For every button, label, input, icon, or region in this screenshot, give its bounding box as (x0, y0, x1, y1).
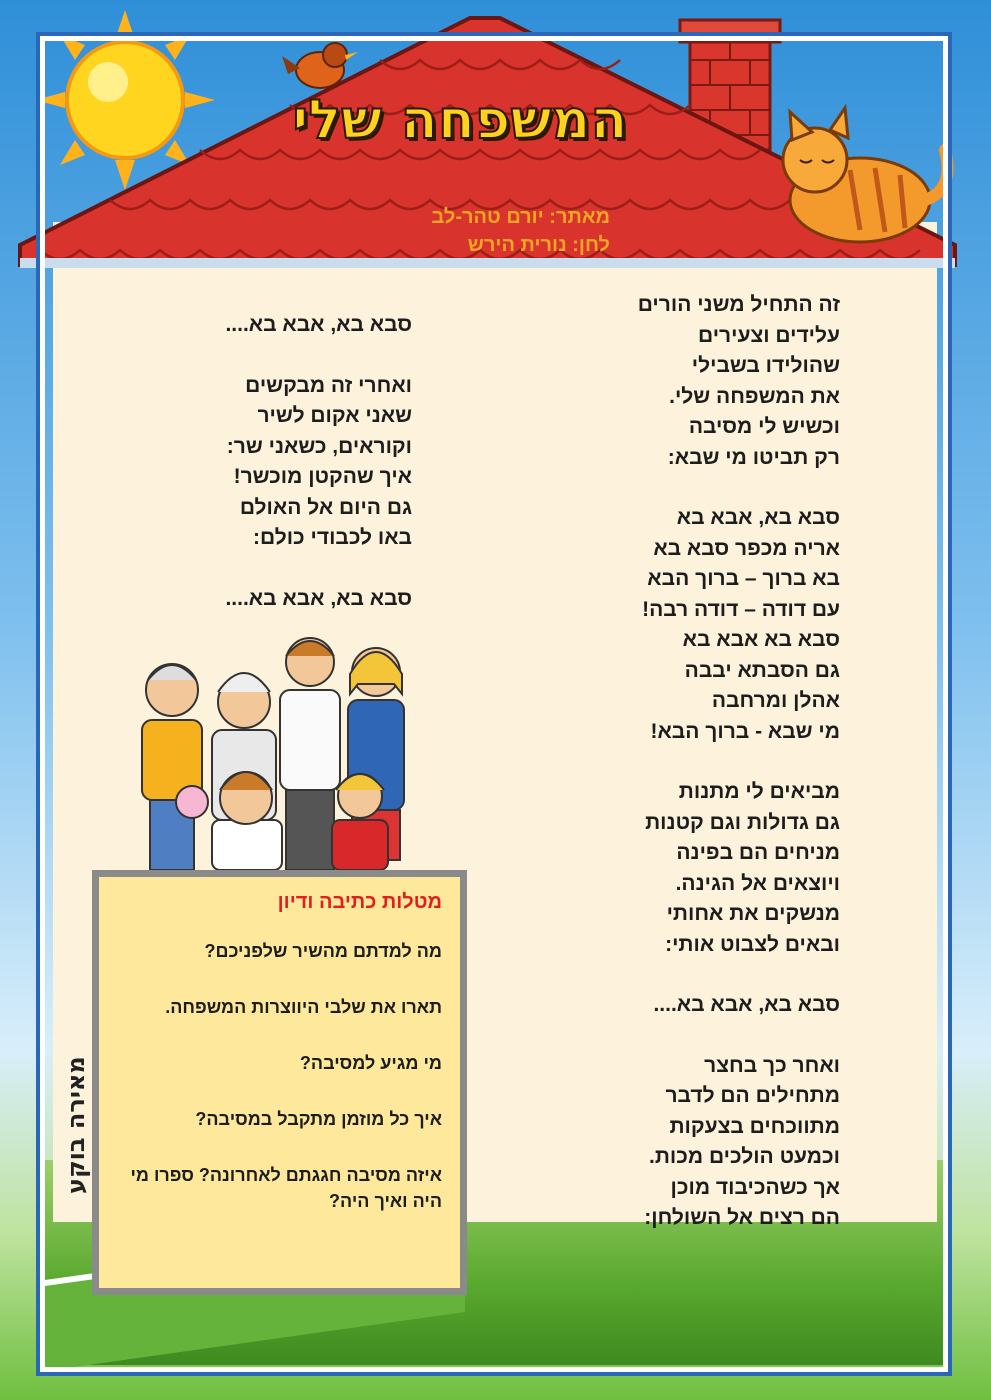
song-line: סבא בא, אבא בא.... (225, 313, 412, 336)
song-right-column (580, 290, 840, 1234)
song-line: מי שבא - ברוך הבא! (650, 719, 840, 743)
stanza (580, 290, 840, 473)
song-line: את המשפחה שלי. (669, 384, 840, 408)
song-line: גם היום אל האולם (239, 495, 412, 519)
grandpa-figure (142, 664, 202, 870)
song-line: סבא בא, אבא בא (676, 506, 840, 529)
credits (360, 203, 610, 259)
song-line: מביאים לי מתנות (678, 780, 840, 803)
song-line: וכמעט הולכים מכות. (649, 1145, 840, 1168)
cotton-candy-icon (176, 786, 208, 818)
song-line: שהולידו בשבילי (691, 354, 840, 377)
song-line: אהלן ומרחבה (711, 689, 840, 712)
song-line: עם דודה – דודה רבה! (642, 597, 840, 621)
song-line: ואחרי זה מבקשים (245, 373, 412, 397)
task-item: מי מגיע למסיבה? (299, 1053, 442, 1073)
stanza (580, 990, 840, 1021)
song-left-column (160, 310, 412, 614)
lyrics-credit: מאתר: יורם טהר-לב (431, 206, 610, 228)
girl-figure (332, 774, 388, 870)
song-line: מנשקים את אחותי (666, 902, 840, 925)
song-line: זה התחיל משני הורים (637, 293, 840, 316)
stanza (160, 310, 412, 341)
family-illustration (120, 630, 440, 870)
stanza (580, 1051, 840, 1234)
song-line: הם רצים אל השולחן: (644, 1206, 840, 1229)
signature: מאירה בוקע (62, 1056, 90, 1194)
song-line: גם גדולות וגם קטנות (645, 810, 840, 834)
song-line: שאני אקום לשיר (257, 404, 412, 427)
music-credit: לחן: נורית הירש (467, 234, 610, 256)
song-line: בא ברוך – ברוך הבא (647, 567, 840, 590)
stanza (580, 503, 840, 747)
song-line: ואחר כך בחצר (704, 1053, 840, 1077)
song-line: מתווכחים בצעקות (669, 1114, 840, 1138)
tasks-title: מטלות כתיבה ודיון (277, 891, 442, 913)
song-line: מניחים הם בפינה (676, 841, 840, 864)
tasks-box (92, 870, 467, 1295)
stanza (160, 371, 412, 554)
song-line: עלידים וצעירים (697, 323, 840, 347)
song-line: ובאים לצבוט אותי: (665, 932, 840, 956)
song-line: סבא בא, אבא בא.... (653, 993, 840, 1016)
task-item: איזה מסיבה חגגתם לאחרונה? ספרו מי היה ואיך היה? (130, 1165, 442, 1211)
song-line: איך שהקטן מוכשר! (233, 465, 412, 488)
song-line: גם הסבתא יבבה (684, 658, 840, 682)
song-line: סבא בא, אבא בא.... (225, 586, 412, 610)
task-item: תארו את שלבי היווצרות המשפחה. (165, 997, 442, 1017)
page-title: המשפחה שלי (292, 88, 628, 151)
song-line: ויוצאים אל הגינה. (675, 871, 840, 895)
song-line: וקוראים, כשאני שר: (226, 434, 412, 458)
song-line: אריה מכפר סבא בא (653, 536, 840, 560)
song-line: סבא בא אבא בא (682, 628, 840, 651)
song-line: מתחילים הם לדבר (665, 1084, 840, 1107)
song-line: רק תביטו מי שבא: (667, 445, 840, 469)
song-line: וכשיש לי מסיבה (688, 415, 840, 438)
stanza (160, 584, 412, 615)
stanza (580, 777, 840, 960)
task-item: איך כל מוזמן מתקבל במסיבה? (195, 1109, 442, 1129)
song-line: באו לכבודי כולם: (253, 526, 412, 549)
song-line: אך כשהכיבוד מוכן (670, 1175, 840, 1199)
task-item: מה למדתם מהשיר שלפניכם? (204, 941, 442, 961)
